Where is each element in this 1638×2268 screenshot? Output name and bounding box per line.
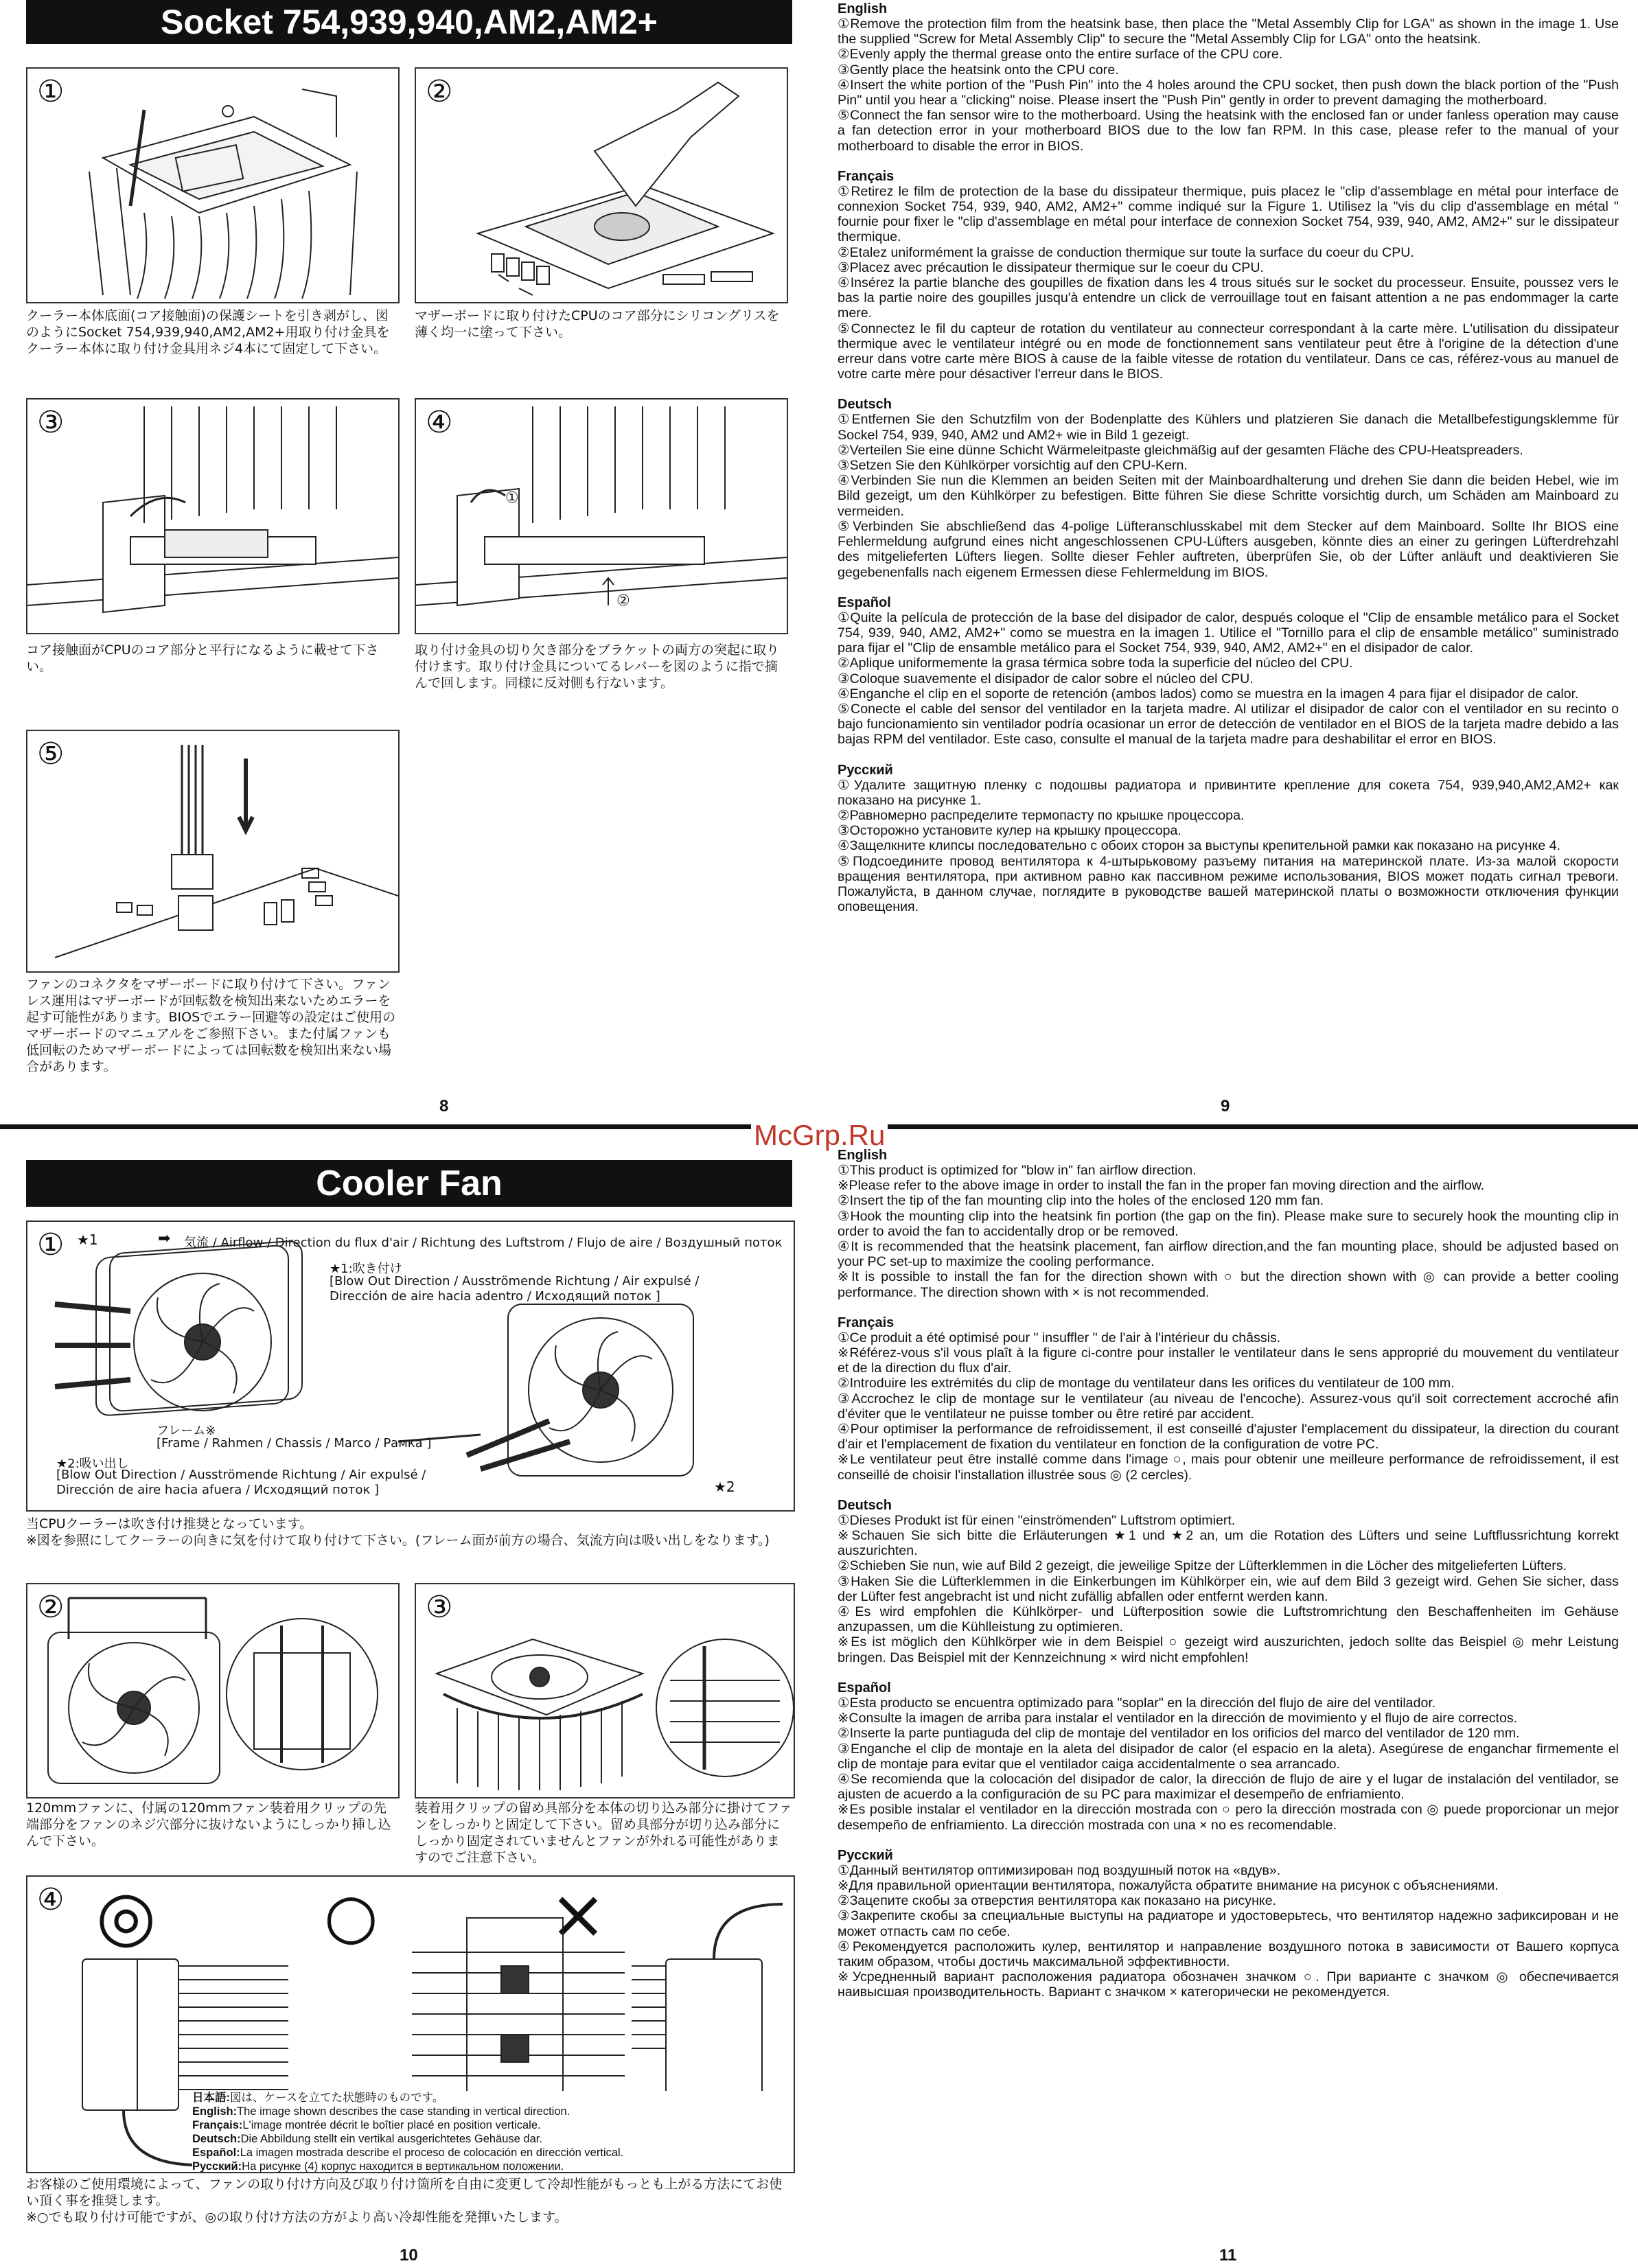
instruction-step: ③Setzen Sie den Kühlkörper vorsichtig auf den CPU-Kern. [838,458,1188,474]
instruction-step: ※Es posible instalar el ventilador en la dirección mostrada con ○ pero la dirección mostrada con ◎ puede proporcionar un mejor desempeño de enfriamiento. La dirección mostrada con una × no es recomendable. [838,1802,1619,1833]
page-number-8: 8 [439,1097,449,1115]
instruction-step: ※Schauen Sie sich bitte die Erläuterungen ★1 und ★2 an, um die Rotation des Lüfters und seine Luftflussrichtung korrekt auszurichten. [838,1528,1619,1559]
note-label: Русский: [192,2160,242,2173]
note-text: La imagen mostrada describe el proceso de colocación en dirección vertical. [240,2146,624,2159]
instruction-step: ②Etalez uniformément la graisse de conduction thermique sur toute la surface du coeur du CPU. [838,244,1414,260]
figure-3-clip-hook [415,1583,795,1798]
instruction-step: ⑤Connectez le fil du capteur de rotation du ventilateur au connecteur correspondant à la carte mère. L'utilisation du dissipateur thermique avec le ventilateur intégré ou en mode de fonctionnement sans ventilateur peut être à l'origine de la détection d'une erreur dans votre carte mère BIOS à cause de la faible vitesse de rotation du ventilateur. Dans ce cas, référez-vous au manuel de votre carte mère pour désactiver l'erreur dans le BIOS. [838,321,1619,382]
note-row [192,2091,783,2105]
figure-1-caption: クーラー本体底面(コア接触面)の保護シートを引き剥がし、図のようにSocket 754,939,940,AM2,AM2+用取り付け金具をクーラー本体に取り付け金具用ネジ4本にて固定して下さい。 [26,308,390,356]
note-text: На рисунке (4) корпус находится в вертикальном положении. [242,2160,564,2173]
note-label: 日本語: [192,2092,230,2104]
frame-label: [Frame / Rahmen / Chassis / Marco / Рамка ] [157,1436,432,1450]
svg-text:②: ② [616,592,630,610]
figure-1-airflow [26,1220,795,1512]
instruction-step: ④Es wird empfohlen die Kühlkörper- und Lüfterposition sowie die Luftstromrichtung den Beschaffenheiten im Gehäuse anzupassen, um die Kühlleistung zu optimieren. [838,1604,1619,1635]
note-row [192,2146,783,2160]
suck-heading: ★2:吸い出し [56,1457,129,1471]
instruction-step: ①Dieses Produkt ist für einen "einströmenden" Luftstrom optimiert. [838,1512,1236,1528]
instruction-step: ③Закрепите скобы за специальные выступы на радиаторе и удостоверьтесь, что вентилятор надежно зафиксирован и не может отпасть сам по себе. [838,1908,1619,1939]
language-section [838,1498,1619,1665]
figure-1-caption-jp: 当CPUクーラーは吹き付け推奨となっています。 ※図を参照にしてクーラーの向きに気を付けて取り付けて下さい。(フレーム面が前方の場合、気流方向は吸い出しをなります。) [26,1516,770,1548]
note-label: Français: [192,2119,243,2131]
page-number-10: 10 [400,2246,418,2265]
page-number-11: 11 [1219,2246,1237,2265]
note-text: Die Abbildung stellt ein vertikal ausgerichtetes Gehäuse dar. [240,2133,542,2145]
note-label: Deutsch: [192,2133,241,2145]
instruction-step: ④Enganche el clip en el soporte de retención (ambos lados) como se muestra en la imagen 4 para fijar el disipador de calor. [838,686,1579,702]
svg-text:①: ① [505,489,519,507]
figure-3-caption-jp: 装着用クリップの留め具部分を本体の切り込み部分に掛けてファンをしっかりと固定して下さい。留め具部分が切り込み部分にしっかり固定されていませんとファンが外れる可能性がありますのでご注意下さい。 [415,1801,792,1865]
language-section [838,763,1619,915]
figure-number: ④ [426,405,453,440]
instruction-step: ※Please refer to the above image in order to install the fan in the proper fan moving direction and the airflow. [838,1178,1485,1194]
figure-number: ④ [37,1882,65,1917]
language-section [838,1848,1619,2000]
instruction-step: ③Hook the mounting clip into the heatsink fin portion (the gap on the fin). Please make sure to securely hook the mounting clip in order to avoid the fan to accidentally drop or be removed. [838,1208,1619,1239]
place-heatsink-illustration [27,400,398,633]
airflow-arrow-icon: ➡ [158,1230,171,1247]
heatsink-bottom-illustration [27,69,398,302]
watermark: McGrp.Ru [751,1119,888,1152]
instruction-step: ②Aplique uniformemente la grasa térmica sobre toda la superficie del núcleo del CPU. [838,656,1353,671]
instruction-step: ③Accrochez le clip de montage sur le ventilateur (au niveau de l'encoche). Assurez-vous qu'il soit correctement accroché afin d'éviter que le ventilateur ne puisse tomber ou être retiré par accident. [838,1391,1619,1422]
instruction-step: ②Introduire les extrémités du clip de montage du ventilateur dans les orifices du ventilateur de 100 mm. [838,1376,1455,1391]
figure-number: ① [37,1227,65,1262]
instruction-step: ②Insert the tip of the fan mounting clip into the holes of the enclosed 120 mm fan. [838,1193,1324,1209]
instruction-step: ②Равномерно распределите термопасту по крышке процессора. [838,807,1245,823]
instruction-step: ②Inserte la parte puntiaguda del clip de montaje del ventilador en los orificios del marco del ventilador de 120 mm. [838,1726,1520,1741]
instruction-step: ①Quite la película de protección de la base del disipador de calor, después coloque el "Clip de ensamble metálico para el Socket 754, 939, 940, AM2, AM2+" como se muestra en la imagen 1. Utilice el "Tornillo para el clip de ensamble metálico" suministrado para fijar el "Clip de ensamble metálico para el Socket 754, 939, 940, AM2, AM2+" en el disipador de calor. [838,610,1619,656]
clip-insert-illustration [27,1584,398,1797]
instruction-step: ①Esta producto se encuentra optimizado para "soplar" en la dirección del flujo de aire del ventilador. [838,1695,1436,1711]
language-heading: Français [838,1315,895,1330]
instruction-step: ①Ce produit a été optimisé pour " insuffler " de l'air à l'intérieur du châssis. [838,1330,1281,1345]
thermal-grease-illustration [416,69,787,302]
figure-number: ① [37,74,65,109]
fan-airflow-illustration [27,1222,794,1510]
language-heading: Español [838,594,891,610]
note-text: 図は、ケースを立てた状態時のものです。 [230,2092,444,2104]
figure-4-orientation [26,1875,795,2173]
language-section [838,169,1619,382]
note-row [192,2105,783,2118]
instruction-step: ※Для правильной ориентации вентилятора, пожалуйста обратите внимание на рисунок с объяснениями. [838,1877,1499,1893]
figure-1-clip-install [26,67,400,303]
instruction-step: ④Защелкните клипсы последовательно с обоих сторон за выступы крепительной рамки как показано на рисунке 4. [838,838,1561,854]
note-label: Español: [192,2146,240,2159]
instruction-step: ②Evenly apply the thermal grease onto the entire surface of the CPU core. [838,47,1283,62]
note-row [192,2132,783,2146]
instruction-step: ※It is possible to install the fan for the direction shown with ○ but the direction shown with ◎ can provide a better cooling performance. The direction shown with × is not recommended. [838,1269,1619,1300]
language-heading: Español [838,1680,891,1696]
language-heading: Deutsch [838,397,892,413]
language-section [838,595,1619,748]
note-text: L'image montrée décrit le boîtier placé en position verticale. [242,2119,541,2131]
instruction-step: ③Осторожно установите кулер на крышку процессора. [838,823,1181,839]
language-section [838,1148,1619,1300]
language-section [838,397,1619,579]
figure-number: ③ [37,405,65,440]
instruction-step: ②Зацепите скобы за отверстия вентилятора как показано на рисунке. [838,1893,1277,1909]
language-heading: Deutsch [838,1497,892,1513]
instruction-step: ④Verbinden Sie nun die Klemmen an beiden Seiten mit der Mainboardhalterung und drehen Sie dann die beiden Hebel, wie im Bild gezeigt, um den Kühlkörper zu befestigen. Bitte führen Sie diese Schritte vorsichtig durch, um Schäden am Mainboard zu vermeiden. [838,473,1619,519]
language-heading: Français [838,168,895,184]
circle-mark: ○ [324,1880,378,1952]
star-2: ★2 [714,1479,735,1495]
airflow-label: 気流 / Airflow / Direction du flux d'air / Richtung des Luftstrom / Flujo de aire / Воздушный поток [184,1236,783,1250]
instruction-step: ※Es ist möglich den Kühlkörper wie in dem Beispiel ○ gezeigt wird auszurichten, jedoch sollte das Beispiel ◎ mehr Leistung bringen. Das Beispiel mit der Kennzeichnung × wird nicht empfohlen! [838,1634,1619,1665]
language-section [838,1,1619,154]
figure-4-clip-lever [415,398,788,634]
bottom-instructions [838,1148,1619,2015]
instruction-step: ④It is recommended that the heatsink placement, fan airflow direction,and the fan mounting place, should be adjusted based on your PC set-up to maximize the cooling performance. [838,1239,1619,1270]
language-section [838,1315,1619,1483]
figure-2-thermal-grease [415,67,788,303]
page-number-9: 9 [1221,1097,1230,1115]
instruction-step: ①Entfernen Sie den Schutzfilm von der Bodenplatte des Kühlers und platzieren Sie danach die Metallbefestigungsklemme für Sockel 754, 939, 940, AM2 und AM2+ wie in Bild 1 gezeigt. [838,412,1619,443]
double-circle-mark: ◎ [96,1875,157,1956]
instruction-step: ④Рекомендуется расположить кулер, вентилятор и направление воздушного потока в зависимости от Вашего корпуса таким образом, чтобы достичь максимальной эффективности. [838,1939,1619,1969]
figure-2-caption: マザーボードに取り付けたCPUのコア部分にシリコングリスを薄く均一に塗って下さい。 [415,308,780,340]
frame-heading: フレーム※ [157,1424,216,1438]
socket-title: Socket 754,939,940,AM2,AM2+ [26,0,792,44]
note-text: The image shown describes the case standing in vertical direction. [237,2105,570,2118]
instruction-step: ①Retirez le film de protection de la base du dissipateur thermique, puis placez le "clip d'assemblage en métal pour interface de connexion Socket 754, 939, 940, AM2, AM2+" comme indiqué sur la Figure 1. Utilisez la "vis du clip d'assemblage en métal " fournie pour fixer le "clip d'assemblage en métal pour interface de connexion Socket 754, 939, 940, AM2, AM2+" sur le dissipateur thermique. [838,183,1619,245]
instruction-step: ①Данный вентилятор оптимизирован под воздушный поток на «вдув». [838,1862,1281,1878]
language-section [838,1680,1619,1833]
clip-hook-illustration [416,1584,794,1797]
figure-4-caption: 取り付け金具の切り欠き部分をブラケットの両方の突起に取り付けます。取り付け金具についてるレバーを図のように指で摘んで回します。同様に反対側も行ないます。 [415,643,780,691]
instruction-step: ①This product is optimized for "blow in" fan airflow direction. [838,1163,1197,1178]
instruction-step: ③Enganche el clip de montaje en la aleta del disipador de calor (el espacio en la aleta). Asegúrese de enganchar firmemente el clip de montaje para evitar que el ventilador caiga accidentalmente o sea arrancado. [838,1741,1619,1772]
instruction-step: ③Coloque suavemente el disipador de calor sobre el núcleo del CPU. [838,671,1254,686]
instruction-step: ①Удалите защитную пленку с подошвы радиатора и привинтите крепление для сокета 754, 939,940,AM2,AM2+ как показано на рисунке 1. [838,777,1619,808]
figure-3-place-heatsink [26,398,400,634]
instruction-step: ②Schieben Sie nun, wie auf Bild 2 gezeigt, die jeweilige Spitze der Lüfterklemmen in die Löcher des mitgelieferten Lüfters. [838,1558,1567,1574]
language-heading: English [838,1148,888,1163]
blowout-heading: ★1:吹き付け [330,1262,402,1276]
instruction-step: ③Haken Sie die Lüfterklemmen in die Einkerbungen im Kühlkörper ein, wie auf dem Bild 3 gezeigt wird. Gehen Sie sicher, dass der Lüfter fest angebracht ist und nicht zufällig abfallen oder entfernt werden kann. [838,1573,1619,1604]
cross-mark: × [549,1875,607,1954]
language-heading: Русский [838,1847,893,1863]
instruction-step: ①Remove the protection film from the heatsink base, then place the "Metal Assembly Clip for LGA" as shown in the image 1. Use the supplied "Screw for Metal Assembly Clip" to secure the "Metal Assembly Clip for LGA" onto the heatsink. [838,16,1619,47]
figure-number: ② [426,74,453,109]
blowout-label: [Blow Out Direction / Ausströmende Richtung / Air expulsé / Dirección de aire hacia adentro / Исходящий поток ] [330,1274,700,1304]
figure-2-caption-jp: 120mmファンに、付属の120mmファン装着用クリップの先端部分をファンのネジ穴部分に抜けないようにしっかり挿し込んで下さい。 [26,1801,391,1849]
instruction-step: ⑤Conecte el cable del sensor del ventilador en la tarjeta madre. Al utilizar el disipador de calor con el ventilador en su recinto o bajo funcionamiento sin ventilador podría ocasionar un error de detección de ventilador en el BIOS de la tarjeta madre debido a las bajas RPM del ventilador. Este caso, consulte el manual de la tarjeta madre para deshabilitar el error en BIOS. [838,701,1619,748]
figure-2-clip-insert [26,1583,400,1798]
orientation-notes [192,2091,783,2173]
instruction-step: ③Placez avec précaution le dissipateur thermique sur le coeur du CPU. [838,259,1264,275]
instruction-step: ⑤Connect the fan sensor wire to the motherboard. Using the heatsink with the enclosed fan or under fanless operation may cause a fan detection error in your motherboard BIOS due to the low fan RPM. In this case, please refer to the manual of your motherboard to disable the error in BIOS. [838,108,1619,154]
figure-4-caption-jp: お客様のご使用環境によって、ファンの取り付け方向及び取り付け箇所を自由に変更して冷却性能がもっとも上がる方法にてお使い頂く事を推奨します。 ※○でも取り付け可能ですが、◎の取り付け方法の方がより高い冷却性能を発揮いたします。 [26,2177,783,2225]
instruction-step: ④Se recomienda que la colocación del disipador de calor, la dirección de flujo de aire y el lugar de instalación del ventilador, se ajusten de acuerdo a la configuración de su PC para maximizar el desempeño de enfriamiento. [838,1771,1619,1803]
instruction-step: ⑤Verbinden Sie abschließend das 4-polige Lüfteranschlusskabel mit dem Stecker auf dem Mainboard. Sollte Ihr BIOS eine Fehlermeldung aufgrund eines nicht angeschlossenen CPU-Lüfters ausgeben, könnte dies an einer zu geringen Lüfterdrehzahl des mitgelieferten Lüfters liegen. Sollte dieser Fehler auftreten, überprüfen Sie, ob der Lüfter anläuft und deaktivieren Sie gegebenenfalls nach eigenem Ermessen diese Fehlermeldung im BIOS. [838,518,1619,580]
figure-number: ② [37,1590,65,1625]
suck-label: [Blow Out Direction / Ausströmende Richtung / Air expulsé / Dirección de aire hacia afuera / Исходящий поток ] [56,1468,426,1497]
clip-lever-illustration [416,400,787,633]
note-row [192,2118,783,2132]
figure-number: ③ [426,1590,453,1625]
instruction-step: ④Insérez la partie blanche des goupilles de fixation dans les 4 trous situés sur le socket du processeur. Ensuite, poussez vers le bas la partie noire des goupilles jusqu'à entendre un click de verrouillage tout en faisant attention a ne pas endommager la carte mere. [838,275,1619,321]
figure-number: ⑤ [37,737,65,772]
instruction-step: ④Pour optimiser la performance de refroidissement, il est conseillé d'ajuster l'emplacement du dissipateur, la direction du courant d'air et l'emplacement de fixation du ventilateur en fonction de la configuration de votre PC. [838,1422,1619,1453]
figure-5-caption: ファンのコネクタをマザーボードに取り付けて下さい。ファンレス運用はマザーボードが回転数を検知出来ないためエラーを起す可能性があります。BIOSでエラー回避等の設定はご使用のマザーボードのマニュアルをご参照下さい。また付属ファンも低回転のためマザーボードによっては回転数を検知出来ない場合があります。 [26,977,396,1074]
instruction-step: ⑤Подсоедините провод вентилятора к 4-штырьковому разъему питания на материнской плате. Из-за малой скорости вращения вентилятора, при активном равно как пассивном режиме использования, BIOS может подать сигнал тревоги. Пожалуйста, в данном случае, поглядите в руководстве вашей материнской платы о возможности отключения функции оповещения. [838,853,1619,915]
instruction-step: ②Verteilen Sie eine dünne Schicht Wärmeleitpaste gleichmäßig auf der gesamten Fläche des CPU-Heatspreaders. [838,442,1523,458]
instruction-step: ※Consulte la imagen de arriba para instalar el ventilador en la dirección de movimiento y el flujo de aire correctos. [838,1711,1518,1726]
instruction-step: ※Référez-vous s'il vous plaît à la figure ci-contre pour installer le ventilateur dans le sens approprié du mouvement du ventilateur et de la direction du flux d'air. [838,1345,1619,1376]
instruction-step: ④Insert the white portion of the "Push Pin" into the 4 holes around the CPU socket, then push down the black portion of the "Push Pin" until you hear a "clicking" noise. Please insert the "Push Pin" gently in order to prevent damaging the motherboard. [838,77,1619,108]
instruction-step: ※Усредненный вариант расположения радиатора обозначен значком ○. При варианте с значком ◎ обеспечивается наивысшая производительность. Вариант с значком × категорически не рекомендуется. [838,1969,1619,2000]
instruction-step: ③Gently place the heatsink onto the CPU core. [838,62,1119,78]
fan-connector-illustration [27,731,398,971]
language-heading: English [838,1,888,16]
star-1: ★1 [77,1231,98,1248]
figure-5-fan-connector [26,730,400,973]
top-instructions [838,1,1619,929]
instruction-step: ※Le ventilateur peut être installé comme dans l'image ○, mais pour obtenir une meilleure performance de refroidissement, il est conseillé de choisir l'installation illustrée sous ◎ (2 cercles). [838,1452,1619,1483]
cooler-fan-title: Cooler Fan [26,1160,792,1207]
figure-3-caption: コア接触面がCPUのコア部分と平行になるように載せて下さい。 [26,643,379,674]
language-heading: Русский [838,762,893,778]
note-row [192,2160,783,2173]
note-label: English: [192,2105,238,2118]
